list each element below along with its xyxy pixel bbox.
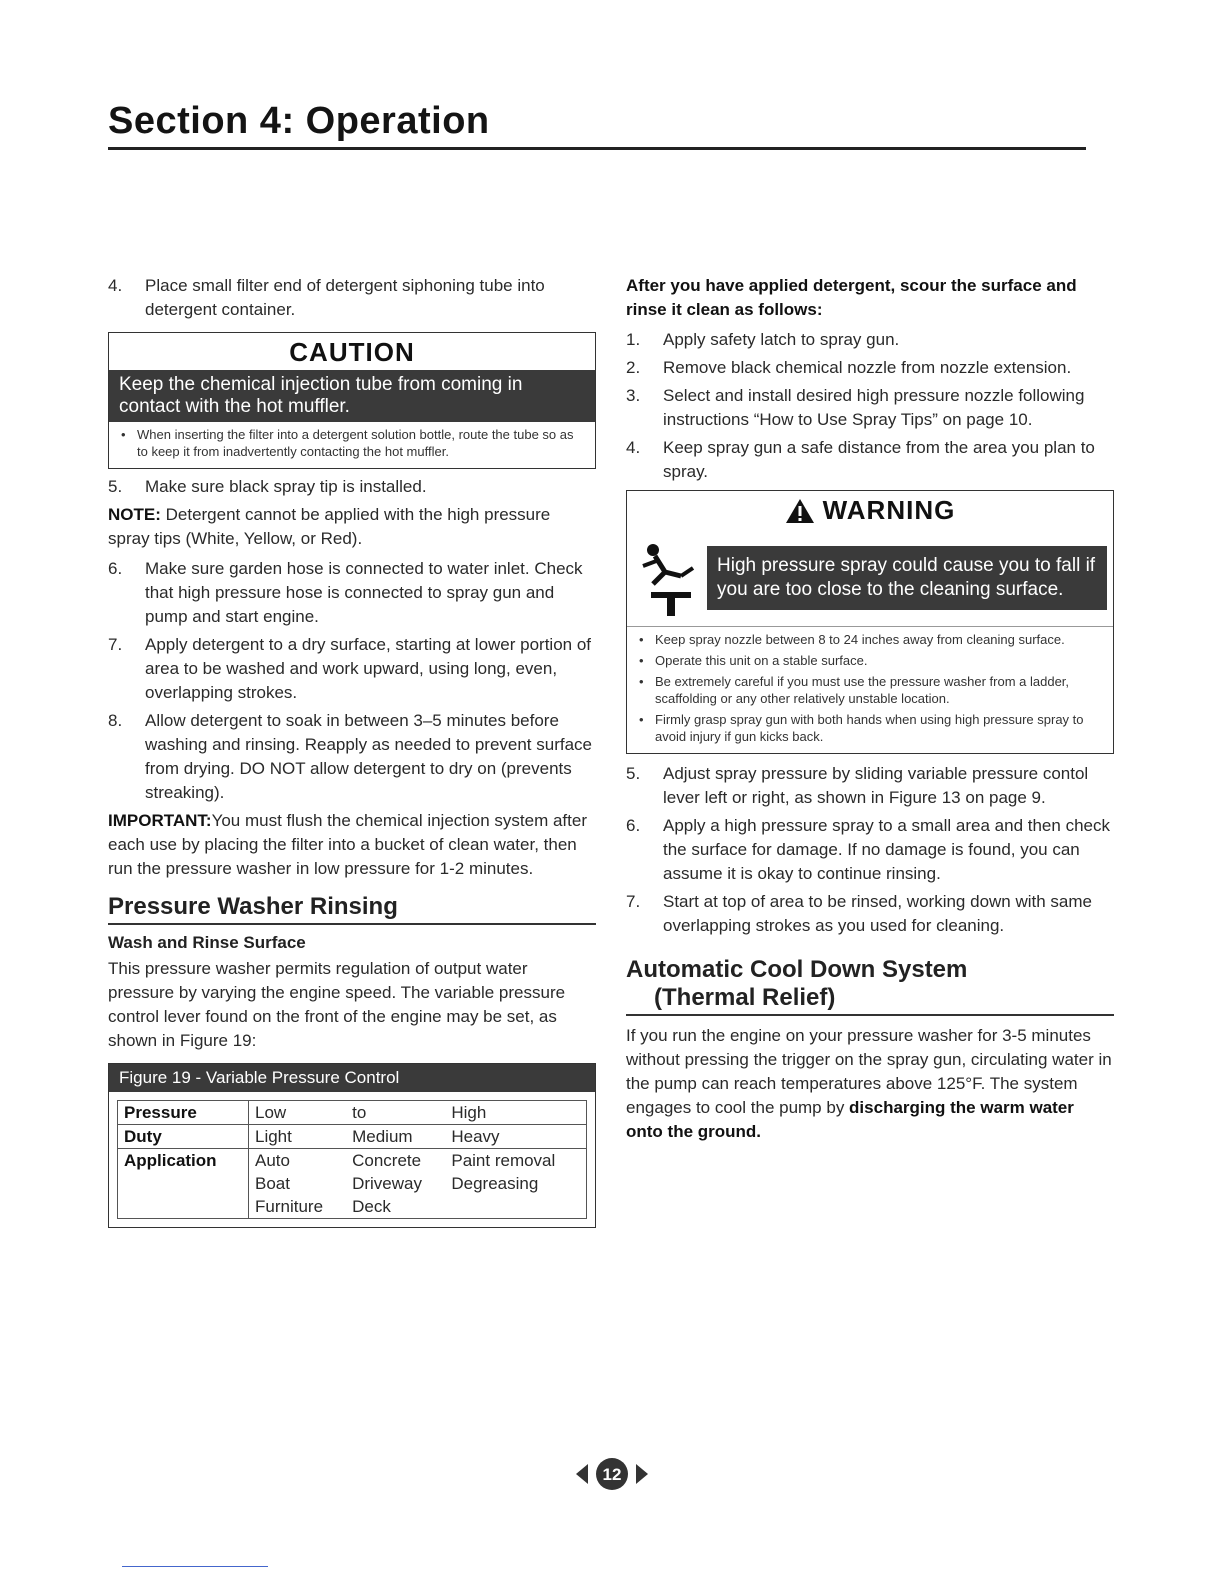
falling-person-icon [633,538,707,618]
pressure-table [117,1100,587,1219]
important-paragraph: IMPORTANT:You must flush the chemical injection system after each use by placing the filter into a bucket of clean water, then run the pressure washer in low pressure for 1-2 minutes. [108,811,587,878]
wash-paragraph: This pressure washer permits regulation of output water pressure by varying the engine speed. The variable pressure control lever found on the front of the engine may be set, as shown in Figure 19: [108,959,566,1050]
rinse-step-7: 7. Start at top of area to be rinsed, working down with same overlapping strokes as you used for cleaning. [626,892,1093,935]
caution-heading: CAUTION [289,337,415,367]
rinse-step-5: 5. Adjust spray pressure by sliding variable pressure contol lever left or right, as shown in Figure 13 on page 9. [626,764,1089,807]
step-8: 8. Allow detergent to soak in between 3–5 minutes before washing and rinsing. Reapply as needed to prevent surface from drying. DO NOT allow detergent to dry on (prevents streaking). [108,711,593,802]
table-row: Pressure Low to High [118,1101,587,1125]
warning-bullet: • Keep spray nozzle between 8 to 24 inches away from cleaning surface. [639,632,1065,647]
caution-bullet: • When inserting the filter into a detergent solution bottle, route the tube so as to keep it from inadvertently contacting the hot muffler. [121,427,574,459]
warning-bullet: • Firmly grasp spray gun with both hands when using high pressure spray to avoid injury if gun kicks back. [639,712,1084,744]
bottom-link-line [122,1566,268,1567]
warning-box [626,490,1114,754]
title-rule [108,147,1086,150]
warning-bullet: • Operate this unit on a stable surface. [639,653,868,668]
step-5: 5. Make sure black spray tip is installed. [108,477,427,496]
cool-down-paragraph: If you run the engine on your pressure washer for 3-5 minutes without pressing the trigger on the spray gun, circulating water in the pump can reach temperatures above 125°F. The system engages to cool the pump by discharging the warm water onto the ground. [626,1026,1112,1141]
table-row: Application Auto Concrete Paint removal [118,1149,587,1173]
warning-bullets [627,627,1113,753]
warning-triangle-icon [785,498,815,524]
caution-box [108,332,596,469]
warning-band: High pressure spray could cause you to fall if you are too close to the cleaning surface. [707,546,1107,610]
page-number-badge [576,1458,648,1490]
note-paragraph: NOTE: Detergent cannot be applied with the high pressure spray tips (White, Yellow, or Red). [108,505,551,548]
page-number: 12 [602,1465,622,1484]
rinse-step-2: 2. Remove black chemical nozzle from nozzle extension. [626,358,1072,377]
right-column [626,274,1114,1150]
rinse-step-3: 3. Select and install desired high pressure nozzle following instructions “How to Use Spray Tips” on page 10. [626,386,1085,429]
warning-bullet: • Be extremely careful if you must use the pressure washer from a ladder, scaffolding or any other relatively unstable location. [639,674,1070,706]
step-4: 4. Place small filter end of detergent siphoning tube into detergent container. [108,276,545,319]
rinsing-heading: Pressure Washer Rinsing [108,893,398,920]
left-column [108,274,596,1228]
cool-down-heading: Automatic Cool Down System [626,956,968,983]
rinse-step-6: 6. Apply a high pressure spray to a small area and then check the surface for damage. If no damage is found, you can assume it is okay to continue rinsing. [626,816,1110,883]
figure-caption: Figure 19 - Variable Pressure Control [109,1064,595,1092]
table-row: Boat Driveway Degreasing [118,1172,587,1195]
caution-band: Keep the chemical injection tube from coming in contact with the hot muffler. [109,370,595,422]
table-row: Duty Light Medium Heavy [118,1125,587,1149]
warning-body [627,532,1113,627]
table-row: Furniture Deck [118,1195,587,1219]
figure-19 [108,1063,596,1228]
wash-subheading: Wash and Rinse Surface [108,933,306,952]
warning-heading: WARNING [627,491,1113,532]
rinse-step-1: 1. Apply safety latch to spray gun. [626,330,900,349]
cool-down-rule [626,1014,1114,1016]
page-title: Section 4: Operation [108,100,490,142]
rinse-step-4: 4. Keep spray gun a safe distance from the area you plan to spray. [626,438,1095,481]
rinsing-rule [108,923,596,925]
step-7: 7. Apply detergent to a dry surface, starting at lower portion of area to be washed and work upward, using long, even, overlapping strokes. [108,635,592,702]
caution-bullets [109,422,595,468]
rinse-intro: After you have applied detergent, scour the surface and rinse it clean as follows: [626,276,1077,319]
cool-down-subheading: (Thermal Relief) [654,984,836,1011]
step-6: 6. Make sure garden hose is connected to water inlet. Check that high pressure hose is connected to spray gun and pump and start engine. [108,559,583,626]
